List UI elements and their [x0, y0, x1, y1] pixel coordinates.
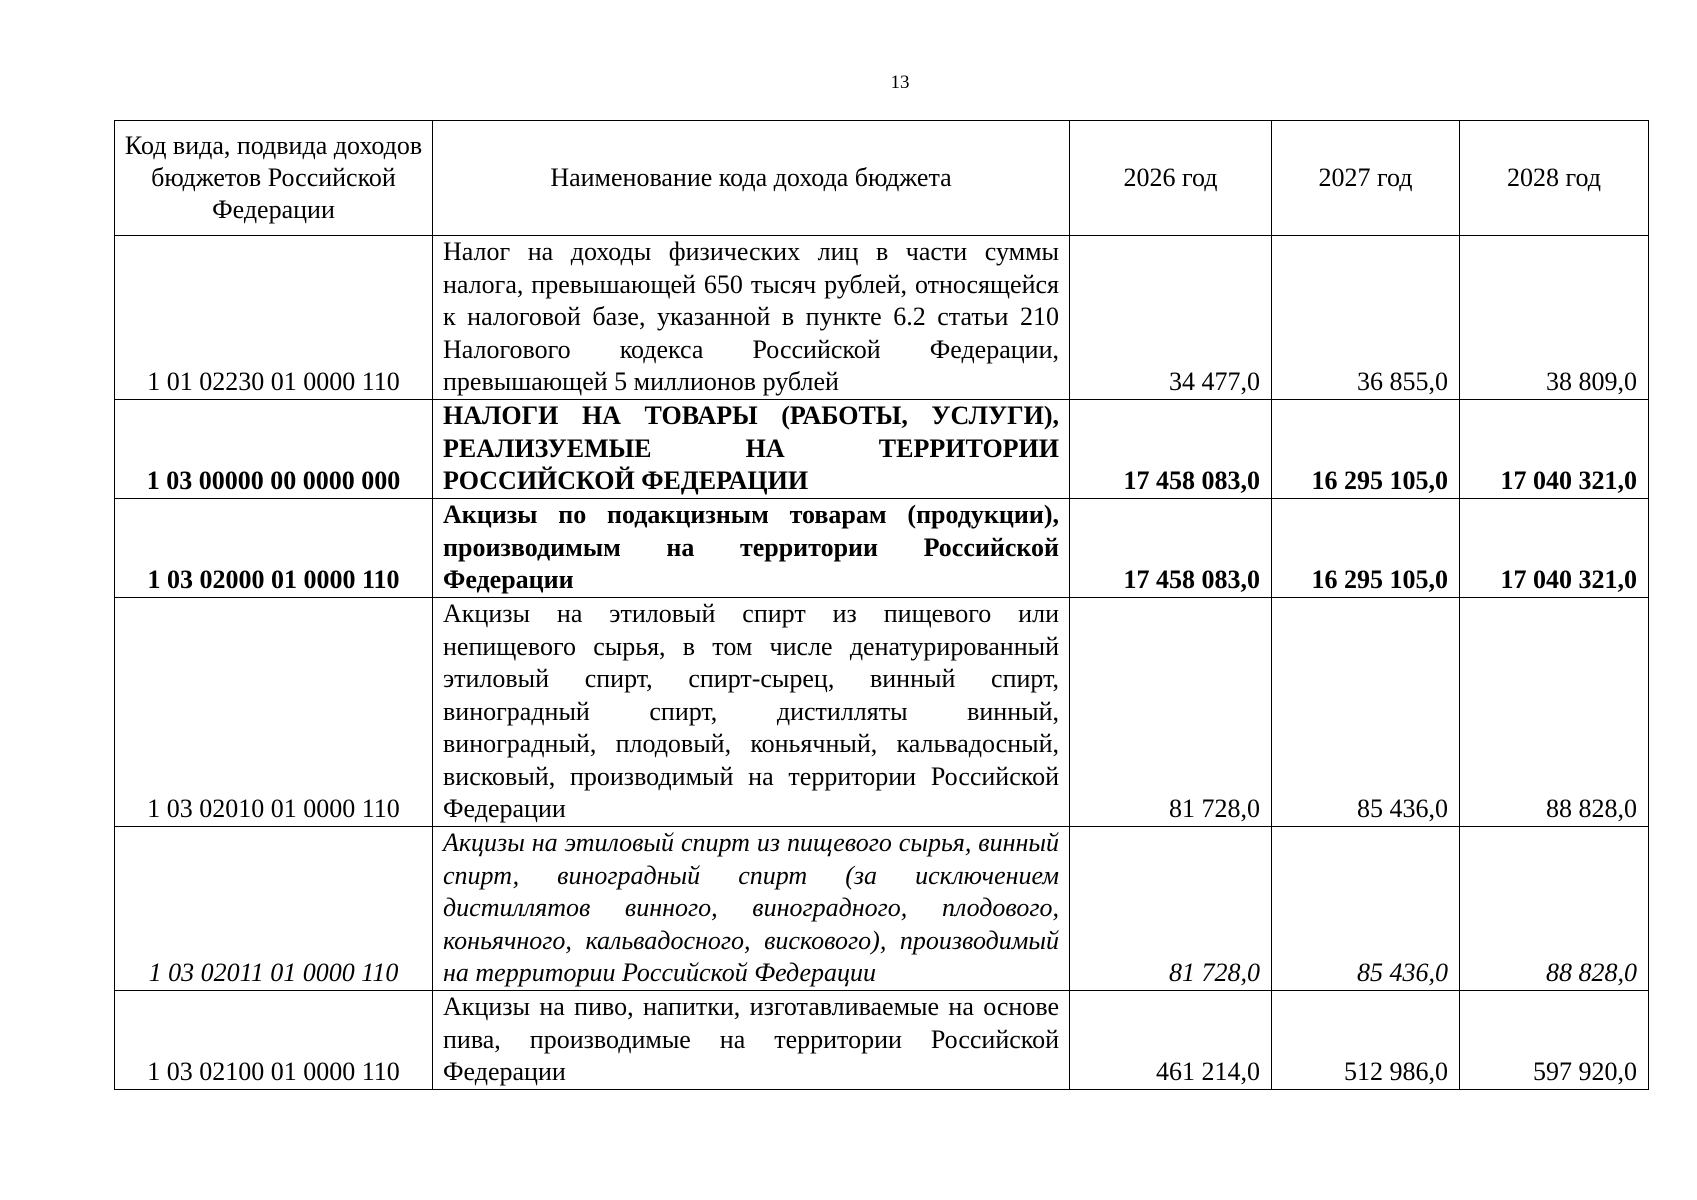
- header-year-2026: 2026 год: [1070, 121, 1272, 236]
- table-row: [115, 826, 1649, 990]
- row-code: 1 03 02100 01 0000 110: [115, 990, 433, 1089]
- budget-revenue-table: [114, 120, 1649, 1090]
- header-year-2027: 2027 год: [1272, 121, 1460, 236]
- row-value-2028: 88 828,0: [1460, 826, 1649, 990]
- header-code: Код вида, подвида доходов бюджетов Российской Федерации: [115, 121, 433, 236]
- row-value-2028: 88 828,0: [1460, 597, 1649, 826]
- page-number: 13: [890, 72, 910, 93]
- row-value-2027: 16 295 105,0: [1272, 498, 1460, 597]
- table-header-row: [115, 121, 1649, 236]
- row-value-2028: 38 809,0: [1460, 236, 1649, 400]
- row-value-2026: 17 458 083,0: [1070, 498, 1272, 597]
- table-row: [115, 236, 1649, 400]
- table-row: [115, 597, 1649, 826]
- row-value-2027: 512 986,0: [1272, 990, 1460, 1089]
- row-value-2027: 36 855,0: [1272, 236, 1460, 400]
- row-name: Акцизы на пиво, напитки, изготавливаемые на основе пива, производимые на территории Российской Федерации: [433, 990, 1070, 1089]
- row-value-2027: 85 436,0: [1272, 597, 1460, 826]
- header-name: Наименование кода дохода бюджета: [433, 121, 1070, 236]
- row-code: 1 03 02011 01 0000 110: [115, 826, 433, 990]
- row-value-2026: 461 214,0: [1070, 990, 1272, 1089]
- row-code: 1 01 02230 01 0000 110: [115, 236, 433, 400]
- table-row: [115, 498, 1649, 597]
- table-row: [115, 990, 1649, 1089]
- header-year-2028: 2028 год: [1460, 121, 1649, 236]
- table-row: [115, 399, 1649, 498]
- row-code: 1 03 02000 01 0000 110: [115, 498, 433, 597]
- row-value-2026: 17 458 083,0: [1070, 399, 1272, 498]
- row-value-2026: 34 477,0: [1070, 236, 1272, 400]
- row-name: Акцизы на этиловый спирт из пищевого или непищевого сырья, в том числе денатурированный этиловый спирт, спирт-сырец, винный спирт, виноградный спирт, дистилляты винный, виноградный, плодовый, коньячный, кальвадосный, висковый, производимый на территории Российской Федерации: [433, 597, 1070, 826]
- row-code: 1 03 02010 01 0000 110: [115, 597, 433, 826]
- row-name: Акцизы на этиловый спирт из пищевого сырья, винный спирт, виноградный спирт (за исключением дистиллятов винного, виноградного, плодового, коньячного, кальвадосного, вискового), производимый на территории Российской Федерации: [433, 826, 1070, 990]
- row-value-2028: 597 920,0: [1460, 990, 1649, 1089]
- row-value-2028: 17 040 321,0: [1460, 498, 1649, 597]
- row-name: НАЛОГИ НА ТОВАРЫ (РАБОТЫ, УСЛУГИ), РЕАЛИЗУЕМЫЕ НА ТЕРРИТОРИИ РОССИЙСКОЙ ФЕДЕРАЦИИ: [433, 399, 1070, 498]
- row-value-2026: 81 728,0: [1070, 597, 1272, 826]
- row-value-2027: 16 295 105,0: [1272, 399, 1460, 498]
- row-name: Акцизы по подакцизным товарам (продукции), производимым на территории Российской Федерации: [433, 498, 1070, 597]
- row-code: 1 03 00000 00 0000 000: [115, 399, 433, 498]
- row-name: Налог на доходы физических лиц в части суммы налога, превышающей 650 тысяч рублей, относящейся к налоговой базе, указанной в пункте 6.2 статьи 210 Налогового кодекса Российской Федерации, превышающей 5 миллионов рублей: [433, 236, 1070, 400]
- row-value-2026: 81 728,0: [1070, 826, 1272, 990]
- row-value-2028: 17 040 321,0: [1460, 399, 1649, 498]
- row-value-2027: 85 436,0: [1272, 826, 1460, 990]
